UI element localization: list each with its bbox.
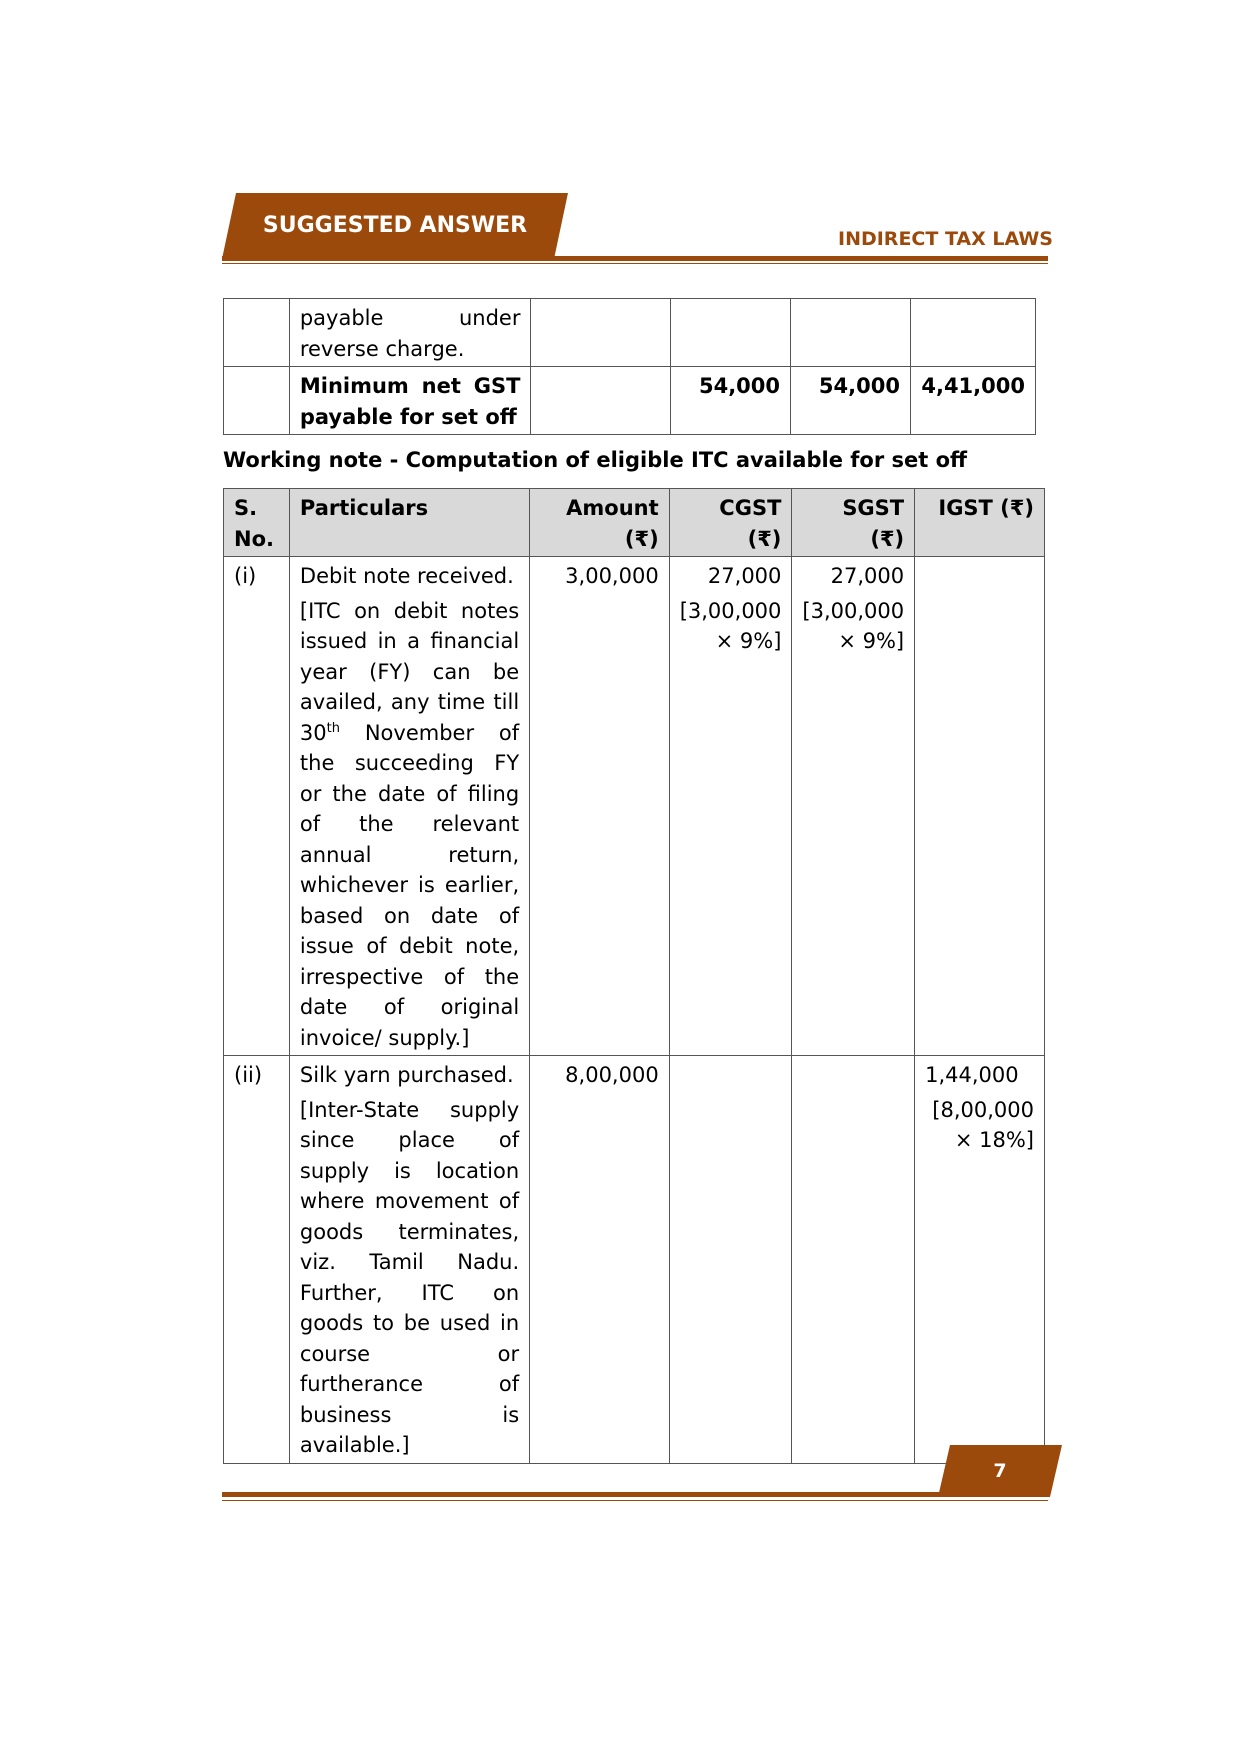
particulars-cell — [289, 1056, 529, 1464]
sno-cell: (i) — [224, 557, 290, 1056]
working-note-title: Working note - Computation of eligible ITC available for set off — [223, 448, 968, 472]
cgst-cell — [671, 299, 791, 367]
table-row — [224, 1056, 1045, 1464]
amount-cell: 8,00,000 — [530, 1056, 670, 1464]
footer-rule — [222, 1492, 942, 1497]
header-cgst: CGST (₹) — [669, 489, 792, 557]
header-particulars: Particulars — [289, 489, 529, 557]
page-number: 7 — [993, 1460, 1007, 1482]
sgst-calculation: [3,00,000 × 9%] — [802, 598, 905, 653]
sno-cell — [224, 367, 290, 435]
igst-cell — [915, 557, 1045, 1056]
note-text: November of the succeeding FY or the date of filing of the relevant annual return, whichever is earlier, based on date of issue of debit note, irrespective of the date of original invoice/ supply.] — [299, 720, 520, 1050]
igst-cell — [915, 1056, 1045, 1464]
cgst-total: 54,000 — [671, 367, 791, 435]
cgst-cell — [669, 557, 792, 1056]
sgst-cell — [792, 557, 915, 1056]
particulars-cell: payable under reverse charge. — [289, 299, 531, 367]
sgst-total: 54,000 — [791, 367, 911, 435]
note-text: [ITC on debit notes issued in a financial year (FY) can be availed, any time till 30 — [299, 598, 520, 745]
footer-rule-thin — [222, 1500, 1048, 1501]
particulars-note: [Inter-State supply since place of supply is location where movement of goods terminates, viz. Tamil Nadu. Further, ITC on goods to be used in course or furtherance of business is available.] — [299, 1097, 520, 1457]
header-amount: Amount (₹) — [530, 489, 670, 557]
header-sgst: SGST (₹) — [792, 489, 915, 557]
sno-cell — [224, 299, 290, 367]
table-header-row — [224, 489, 1045, 557]
itc-table — [223, 488, 1045, 1464]
sgst-value: 27,000 — [830, 564, 905, 588]
header-rule — [222, 256, 1048, 261]
igst-calculation: [8,00,000 × 18%] — [932, 1097, 1034, 1152]
igst-cell — [910, 299, 1035, 367]
document-title: INDIRECT TAX LAWS — [838, 228, 1053, 250]
header-tab-label: SUGGESTED ANSWER — [262, 213, 528, 238]
table-row — [224, 557, 1045, 1056]
particulars-main: Silk yarn purchased. — [299, 1063, 514, 1087]
header-sno: S. No. — [224, 489, 290, 557]
cgst-calculation: [3,00,000 × 9%] — [679, 598, 782, 653]
particulars-cell — [289, 557, 529, 1056]
particulars-main: Debit note received. — [299, 564, 514, 588]
amount-cell — [531, 367, 671, 435]
cgst-cell — [669, 1056, 792, 1464]
table-row-total — [224, 367, 1036, 435]
sno-cell: (ii) — [224, 1056, 290, 1464]
cgst-value: 27,000 — [707, 564, 782, 588]
table-row — [224, 299, 1036, 367]
header-rule-thin — [222, 263, 1048, 264]
amount-cell: 3,00,000 — [530, 557, 670, 1056]
igst-total: 4,41,000 — [910, 367, 1035, 435]
header-igst: IGST (₹) — [915, 489, 1045, 557]
sgst-cell — [792, 1056, 915, 1464]
continued-table — [223, 298, 1036, 435]
particulars-note — [300, 596, 519, 1054]
note-superscript: th — [326, 720, 340, 736]
sgst-cell — [791, 299, 911, 367]
igst-value: 1,44,000 — [925, 1063, 1019, 1087]
particulars-cell: Minimum net GST payable for set off — [289, 367, 531, 435]
amount-cell — [531, 299, 671, 367]
